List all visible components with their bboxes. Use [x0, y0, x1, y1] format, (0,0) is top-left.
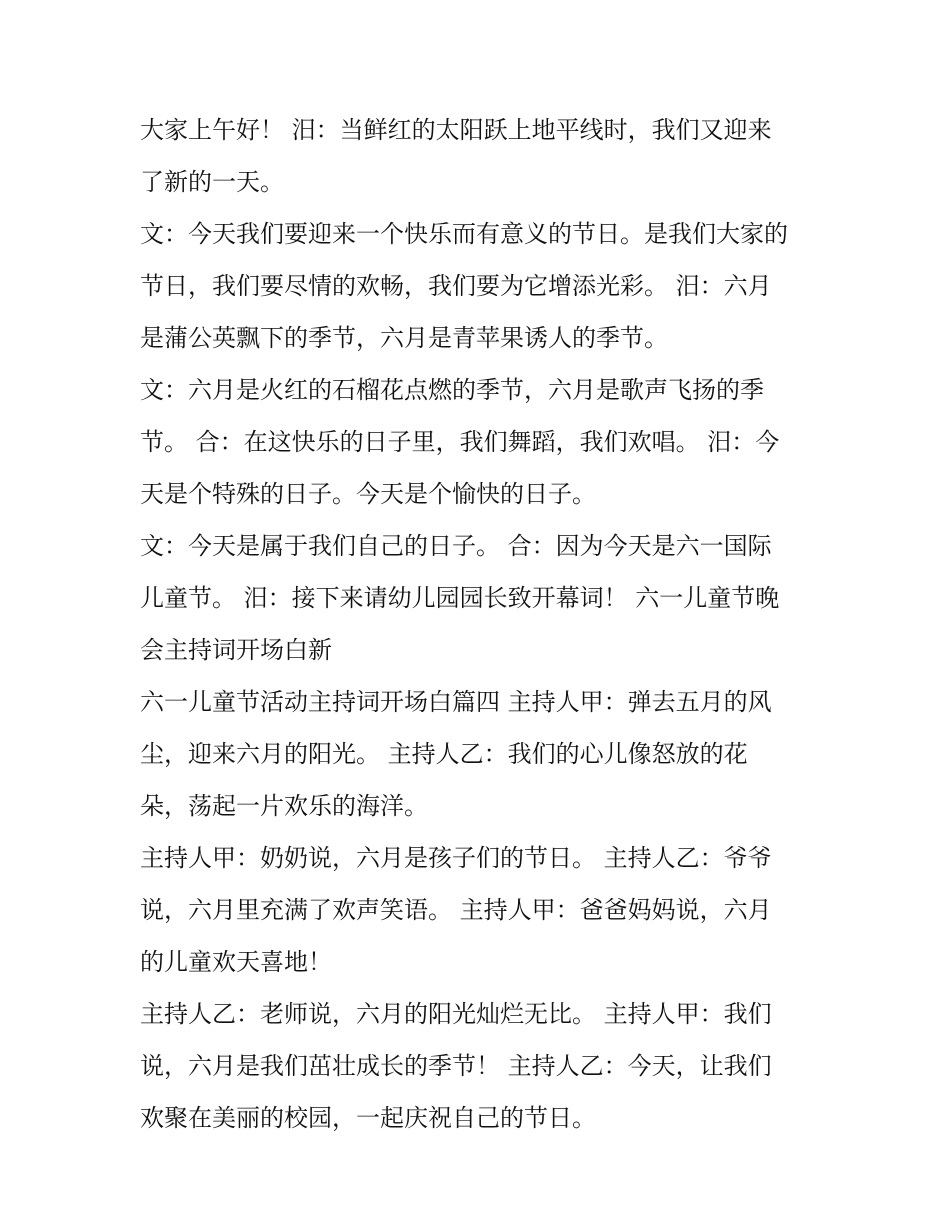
- text-line-12: 六一儿童节活动主持词开场白篇四 主持人甲：弹去五月的风: [140, 688, 772, 716]
- text-line-6: 文：六月是火红的石榴花点燃的季节，六月是歌声飞扬的季: [140, 376, 764, 404]
- text-line-2: 了新的一天。: [140, 168, 284, 196]
- text-line-20: 欢聚在美丽的校园，一起庆祝自己的节日。: [140, 1104, 596, 1132]
- text-line-17: 的儿童欢天喜地！: [140, 948, 332, 976]
- text-line-5: 是蒲公英飘下的季节，六月是青苹果诱人的季节。: [140, 324, 668, 352]
- text-line-4: 节日，我们要尽情的欢畅，我们要为它增添光彩。 汨：六月: [140, 272, 772, 300]
- text-line-13: 尘，迎来六月的阳光。 主持人乙：我们的心儿像怒放的花: [140, 740, 748, 768]
- text-line-14: 朵，荡起一片欢乐的海洋。: [140, 792, 428, 820]
- text-line-1: 大家上午好！ 汨：当鲜红的太阳跃上地平线时，我们又迎来: [140, 116, 772, 144]
- text-line-7: 节。 合：在这快乐的日子里，我们舞蹈，我们欢唱。 汨：今: [140, 428, 780, 456]
- text-line-8: 天是个特殊的日子。今天是个愉快的日子。: [140, 480, 596, 508]
- text-line-16: 说，六月里充满了欢声笑语。 主持人甲：爸爸妈妈说，六月: [140, 896, 772, 924]
- document-body: [140, 104, 820, 1144]
- text-line-15: 主持人甲：奶奶说，六月是孩子们的节日。 主持人乙：爷爷: [140, 844, 772, 872]
- text-line-18: 主持人乙：老师说，六月的阳光灿烂无比。 主持人甲：我们: [140, 1000, 772, 1028]
- text-line-10: 儿童节。 汨：接下来请幼儿园园长致开幕词！ 六一儿童节晚: [140, 584, 780, 612]
- text-line-11: 会主持词开场白新: [140, 636, 332, 664]
- text-line-19: 说，六月是我们茁壮成长的季节！ 主持人乙：今天，让我们: [140, 1052, 772, 1080]
- text-line-3: 文：今天我们要迎来一个快乐而有意义的节日。是我们大家的: [140, 220, 788, 248]
- text-line-9: 文：今天是属于我们自己的日子。 合：因为今天是六一国际: [140, 532, 772, 560]
